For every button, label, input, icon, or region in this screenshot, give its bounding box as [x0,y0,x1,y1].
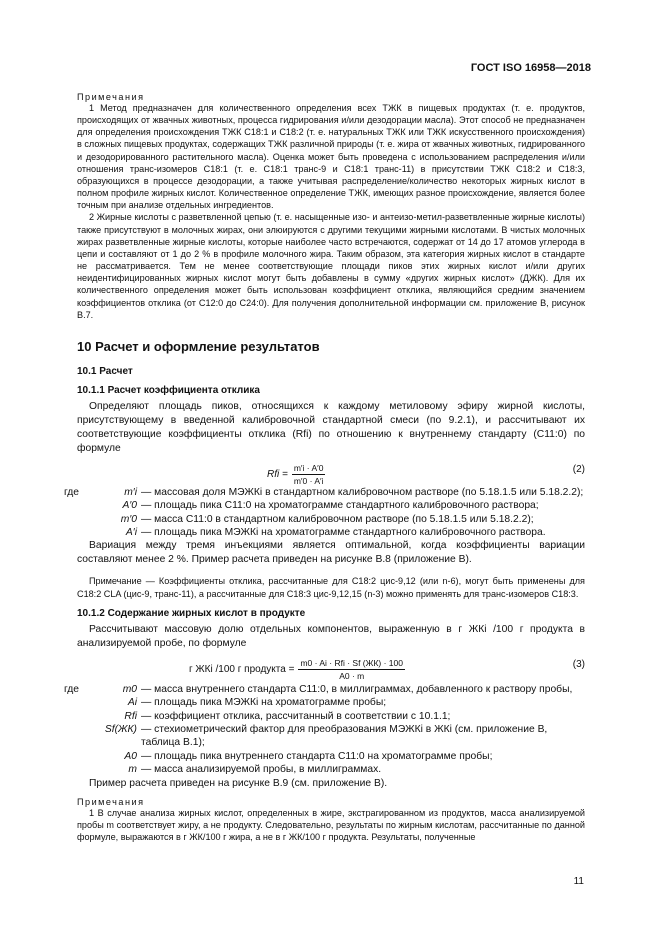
paragraph: Определяют площадь пиков, относящихся к каждому метиловому эфиру жирной кислоты, присутствующему в введенной калибровочной стандартной смеси (по 9.2.1), и рассчитывают их соответствующие коэффициенты отклика (Rfi) по отношению к внутреннему стандарту (С11:0) по формуле [77,400,585,454]
where-label [64,499,89,512]
where-label [64,750,89,763]
definition-row [64,526,585,539]
where-label [64,710,89,723]
where-label [64,513,89,526]
where-label: где [64,486,80,498]
paragraph: Пример расчета приведен на рисунке В.9 (см. приложение В). [89,777,388,789]
paragraph: Вариация между тремя инъекциями является оптимальной, когда коэффициенты вариации составляют менее 2 %. Пример расчета приведен на рисунке В.8 (приложение В). [77,540,585,566]
definition-text: — масса анализируемой пробы, в миллиграммах. [141,764,382,776]
note-1: 1 Метод предназначен для количественного определения всех ТЖК в пищевых продуктах (т. е. продуктов, происходящих от жвачных животных, процесса гидрирования и/или дезодорации масла). Этот способ не предназначен для определения происхождения ТЖК С18:1 и С18:2 (т. е. натуральных ТЖК или ТЖК искусственного происхождения) в сложных пищевых продуктах, содержащих ТЖК различной природы (т. е. жира от жвачных животных, гидрированного и дезодорированного растительного масла). Оценка может быть проведена с использованием распределения и/или отношения транс-изомеров С18:1 (т. е. С18:1 транс-9 и С18:1 транс-11) в присутствии ТЖК С18:2 и С18:3, образующихся в процессе дезодорации, а также учитывая распределение/количество некоторых жирных кислот в полном профиле жирных кислот. Количественное определение ТЖК, имеющих разное происхождение, является более точным при анализе отдельных ингредиентов. [77,103,586,211]
definition-text: — площадь пика внутреннего стандарта С11:0 на хроматограмме пробы; [141,750,493,762]
definition-row [64,499,585,512]
formula-numerator: m′i · A′0 [293,462,324,473]
definitions-list [64,683,585,777]
subsubsection-title: 10.1.2 Содержание жирных кислот в продукте [77,607,306,619]
definition-symbol: A0 [124,750,137,762]
formula-number: (2) [572,463,585,475]
definition-text: — площадь пика МЭЖКi на хроматограмме стандартного калибровочного раствора. [141,527,546,539]
definition-symbol: m0 [122,683,137,695]
formula-lhs: Rfi = [267,468,288,480]
definition-symbol: Ai [127,697,137,709]
definition-symbol: m′i [124,486,137,498]
section-title: 10 Расчет и оформление результатов [77,338,320,354]
where-label [64,526,89,539]
definition-text: — масса С11:0 в стандартном калибровочном растворе (по 5.18.1.5 или 5.18.2.2); [141,513,534,525]
definition-row [64,486,585,499]
where-label [64,696,89,709]
definition-row [64,763,585,776]
notes-title: Примечания [77,796,145,807]
definition-row [64,683,585,696]
definition-row [64,750,585,763]
definition-text: — масса внутреннего стандарта С11:0, в миллиграммах, добавленного к раствору пробы, [141,683,573,695]
formula-lhs: г ЖКi /100 г продукта = [189,663,295,675]
formula-3 [77,651,585,683]
note-2: 2 Жирные кислоты с разветвленной цепью (т. е. насыщенные изо- и антеизо-метил-разветвленные жирные кислоты) также присутствуют в молочных жирах, они элюируются с другими текущими жирными кислотами. В чистых молочных жирах разветвленные жирные кислоты, которые наиболее часто встречаются, содержат от 14 до 17 атомов углерода в цепи и составляют от 1 до 2 % в профиле молочного жира. Таким образом, эта категория жирных кислот в стандарте не рассматривается. Тем не менее соответствующие площади пиков этих жирных кислот и/или других неидентифицированных жирных кислот могут быть добавлены в сумму «других жирных кислот» (ДЖК). Для их количественного определения может быть использован коэффициент отклика, являющийся средним значением коэффициентов отклика (от С12:0 до С24:0). Для получения дополнительной информации см. приложение В, рисунок В.7. [77,212,585,320]
paragraph: Рассчитывают массовую долю отдельных компонентов, выраженную в г ЖКi /100 г продукта в анализируемой пробе, по формуле [77,623,585,649]
page-number: 11 [573,876,584,887]
definition-row [64,696,585,709]
definition-row [64,723,585,750]
formula-denominator: A0 · m [339,670,365,681]
definition-row [64,710,585,723]
formula-2 [77,456,585,486]
definition-symbol: m [128,764,137,776]
where-label: где [64,683,80,695]
formula-number: (3) [572,658,585,670]
definition-text: — коэффициент отклика, рассчитанный в соответствии с 10.1.1; [141,710,451,722]
definition-symbol: Sf(ЖК) [104,723,137,735]
definition-text: — массовая доля МЭЖКi в стандартном калибровочном растворе (по 5.18.1.5 или 5.18.2.2); [141,486,584,498]
definition-text: — стехиометрический фактор для преобразования МЭЖКi в ЖКi (см. приложение В, таблица В.1); [141,723,548,749]
page-content [64,92,586,843]
page-header: ГОСТ ISO 16958—2018 [470,62,591,74]
notes-title: Примечания [77,92,145,102]
subsection-title: 10.1 Расчет [77,365,133,377]
formula-denominator: m′0 · A′i [293,475,324,486]
definition-symbol: m′0 [120,513,137,525]
where-label [64,723,89,750]
subsubsection-title: 10.1.1 Расчет коэффициента отклика [77,384,260,396]
definition-text: — площадь пика МЭЖКi на хроматограмме пробы; [141,697,387,709]
formula-numerator: m0 · Ai · Rfi · Sf (ЖК) · 100 [300,657,403,668]
where-label [64,763,89,776]
definition-text: — площадь пика С11:0 на хроматограмме стандартного калибровочного раствора; [141,500,539,512]
note-1: 1 В случае анализа жирных кислот, определенных в жире, экстрагированном из продуктов, масса анализируемой пробы m соответствует жиру, а не продукту. Следовательно, результаты по жирным кислотам, рассчитанные по данной формуле, выражаются в г ЖК/100 г жира, а не в г ЖК/100 г продукта. Результаты, полученные [77,807,585,842]
note: Примечание — Коэффициенты отклика, рассчитанные для С18:2 цис-9,12 (или n-6), могут быть применены для С18:2 CLA (цис-9, транс-11), а рассчитанные для С18:3 цис-9,12,15 (n-3) можно применять для транс-изомеров С18:3. [77,576,585,599]
definition-row [64,513,585,526]
definitions-list [64,486,585,540]
definition-symbol: A′i [125,527,137,539]
definition-symbol: Rfi [124,710,137,722]
definition-symbol: A′0 [122,500,137,512]
